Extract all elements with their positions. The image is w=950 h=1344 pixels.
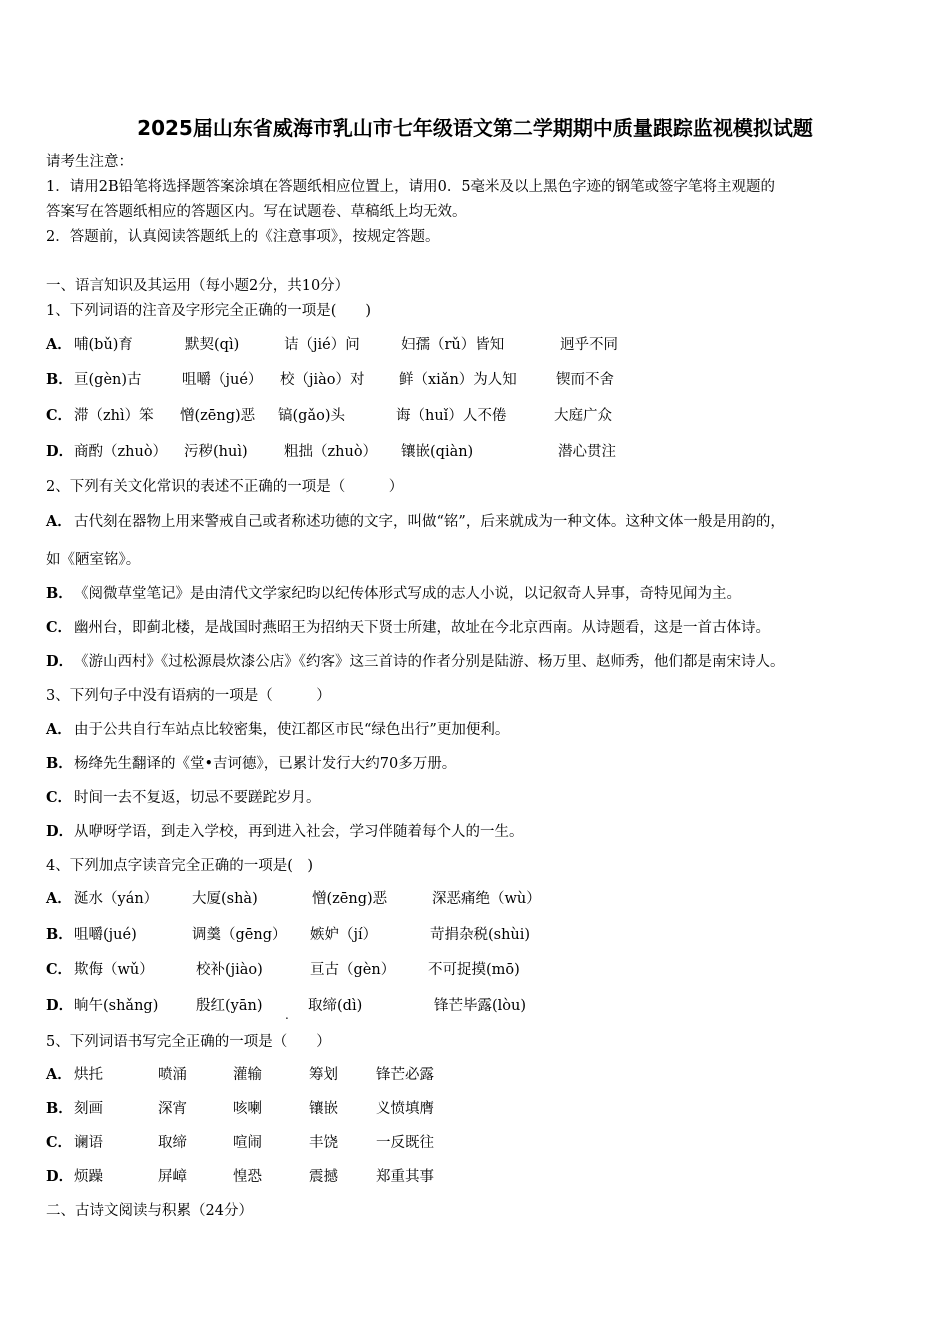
q5-c-word: 一反既往	[376, 1135, 434, 1151]
q4-b-word: 嫉妒（jí）	[310, 927, 378, 943]
q5-d-label: D．	[46, 1168, 74, 1185]
q1-b-word: 亘(gèn)古	[74, 372, 142, 388]
section-2-heading: 二、古诗文阅读与积累（24分）	[46, 1203, 253, 1219]
q4-c-word: 亘古（gèn）	[310, 962, 396, 978]
q3-option-a: A． 由于公共自行车站点比较密集，使江都区市民“绿色出行”更加便利。	[46, 721, 510, 738]
q4-a-word: 憎(zēng)恶	[312, 891, 388, 907]
q1-b-word: 锲而不舍	[556, 372, 614, 388]
q2-option-c: C． 幽州台，即蓟北楼，是战国时燕昭王为招纳天下贤士所建，故址在今北京西南。从诗题看，这是一首古体诗。	[46, 619, 770, 636]
q5-d-word: 震撼	[309, 1169, 338, 1185]
q4-b-label: B．	[46, 926, 73, 943]
q5-a-word: 锋芒必露	[376, 1067, 434, 1083]
q5-c-word: 取缔	[158, 1135, 187, 1151]
q1-b-word: 鲜（xiǎn）为人知	[399, 372, 517, 388]
emphasis-dot: .	[285, 1008, 289, 1022]
q1-b-label: B．	[46, 371, 73, 388]
q1-a-word: 妇孺（rǔ）皆知	[401, 337, 505, 353]
q5-b-word: 镶嵌	[309, 1101, 338, 1117]
q5-c-label: C．	[46, 1134, 73, 1151]
q1-c-word: 憎(zēng)恶	[180, 408, 256, 424]
q1-b-word: 咀嚼（jué）	[182, 372, 263, 388]
q2-option-a: A． 古代刻在器物上用来警戒自己或者称述功德的文字，叫做“铭”，后来就成为一种文体。这种文体一般是用韵的，	[46, 513, 785, 530]
q3-option-b: B．杨绛先生翻译的《堂•吉诃德》，已累计发行大约70多万册。	[46, 755, 457, 772]
q1-d-word: 商酌（zhuò）	[74, 444, 168, 460]
q1-d-label: D．	[46, 443, 74, 460]
q5-a-word: 筹划	[309, 1067, 338, 1083]
q1-c-word: 诲（huǐ）人不倦	[396, 408, 507, 424]
q4-d-word: 锋芒毕露(lòu)	[434, 998, 527, 1014]
q5-c-word: 谰语	[74, 1135, 103, 1151]
q1-d-word: 污秽(huì)	[184, 444, 248, 460]
q5-b-word: 深宵	[158, 1101, 187, 1117]
q1-a-word: 默契(qì)	[185, 337, 240, 353]
q2-stem: 2、下列有关文化常识的表述不正确的一项是（ ）	[46, 479, 404, 495]
notice-item-1b: 答案写在答题纸相应的答题区内。写在试题卷、草稿纸上均无效。	[46, 204, 467, 220]
q1-a-word: 诘（jié）问	[284, 337, 360, 353]
q4-a-word: 涎水（yán）	[74, 891, 159, 907]
page-title: 2025届山东省威海市乳山市七年级语文第二学期期中质量跟踪监视模拟试题	[137, 116, 813, 140]
q1-c-word: 滞（zhì）笨	[74, 408, 154, 424]
q4-d-word: 取缔(dì)	[308, 998, 363, 1014]
q3-option-d: D．从咿呀学语，到走入学校，再到进入社会，学习伴随着每个人的一生。	[46, 823, 524, 840]
q5-d-word: 郑重其事	[376, 1169, 434, 1185]
notice-item-2: 2．答题前，认真阅读答题纸上的《注意事项》，按规定答题。	[46, 229, 440, 245]
q5-b-label: B．	[46, 1100, 73, 1117]
q2-option-a-cont: 如《陋室铭》。	[46, 552, 141, 568]
q5-b-word: 咳喇	[233, 1101, 262, 1117]
q5-stem: 5、下列词语书写完全正确的一项是（ ）	[46, 1034, 331, 1050]
q1-a-word: 哺(bǔ)育	[74, 337, 133, 353]
q1-c-word: 大庭广众	[554, 408, 612, 424]
q5-b-word: 义愤填膺	[376, 1101, 434, 1117]
q4-c-label: C．	[46, 961, 73, 978]
q1-b-word: 校（jiào）对	[280, 372, 365, 388]
q4-b-word: 咀嚼(jué)	[74, 927, 137, 943]
q5-a-word: 喷涌	[158, 1067, 187, 1083]
q4-b-word: 调羹（gēng）	[192, 927, 287, 943]
q5-d-word: 烦躁	[74, 1169, 103, 1185]
q4-d-word: 晌午(shǎng)	[74, 998, 159, 1014]
q5-a-word: 灌输	[233, 1067, 262, 1083]
q4-stem: 4、下列加点字读音完全正确的一项是( )	[46, 858, 314, 874]
q5-c-word: 丰饶	[309, 1135, 338, 1151]
q5-b-word: 刻画	[74, 1101, 103, 1117]
q1-c-label: C．	[46, 407, 73, 424]
q3-option-c: C． 时间一去不复返，切忌不要蹉跎岁月。	[46, 789, 321, 806]
q1-a-label: A．	[46, 336, 72, 353]
q1-d-word: 潜心贯注	[558, 444, 616, 460]
q1-stem: 1、下列词语的注音及字形完全正确的一项是( )	[46, 303, 372, 319]
q4-a-word: 大厦(shà)	[192, 891, 258, 907]
q2-option-d: D．《游山西村》《过松源晨炊漆公店》《约客》这三首诗的作者分别是陆游、杨万里、赵师秀，他们都是南宋诗人。	[46, 653, 785, 670]
q5-a-label: A．	[46, 1066, 72, 1083]
q5-c-word: 喧闹	[233, 1135, 262, 1151]
notice-item-1a: 1．请用2B铅笔将选择题答案涂填在答题纸相应位置上，请用0．5毫米及以上黑色字迹的钢笔或签字笔将主观题的	[46, 179, 776, 195]
q5-d-word: 惶恐	[233, 1169, 262, 1185]
q1-c-word: 镐(gǎo)头	[278, 408, 345, 424]
q4-c-word: 不可捉摸(mō)	[428, 962, 520, 978]
q2-option-b: B．《阅微草堂笔记》是由清代文学家纪昀以纪传体形式写成的志人小说，以记叙奇人异事，奇特见闻为主。	[46, 585, 741, 602]
q1-d-word: 镶嵌(qiàn)	[401, 444, 474, 460]
q1-d-word: 粗拙（zhuò）	[284, 444, 378, 460]
q4-d-word: 殷红(yān)	[196, 998, 263, 1014]
q4-c-word: 欺侮（wǔ）	[74, 962, 154, 978]
q4-a-word: 深恶痛绝（wù）	[432, 891, 541, 907]
q4-b-word: 苛捐杂税(shùi)	[430, 927, 531, 943]
notice-heading: 请考生注意：	[46, 154, 133, 170]
q4-d-label: D．	[46, 997, 74, 1014]
section-1-heading: 一、语言知识及其运用（每小题2分，共10分）	[46, 278, 350, 294]
q1-a-word: 迥乎不同	[560, 337, 618, 353]
q5-a-word: 烘托	[74, 1067, 103, 1083]
q4-c-word: 校补(jiào)	[196, 962, 263, 978]
q4-a-label: A．	[46, 890, 72, 907]
q5-d-word: 屏嶂	[158, 1169, 187, 1185]
q3-stem: 3、下列句子中没有语病的一项是（ ）	[46, 688, 331, 704]
